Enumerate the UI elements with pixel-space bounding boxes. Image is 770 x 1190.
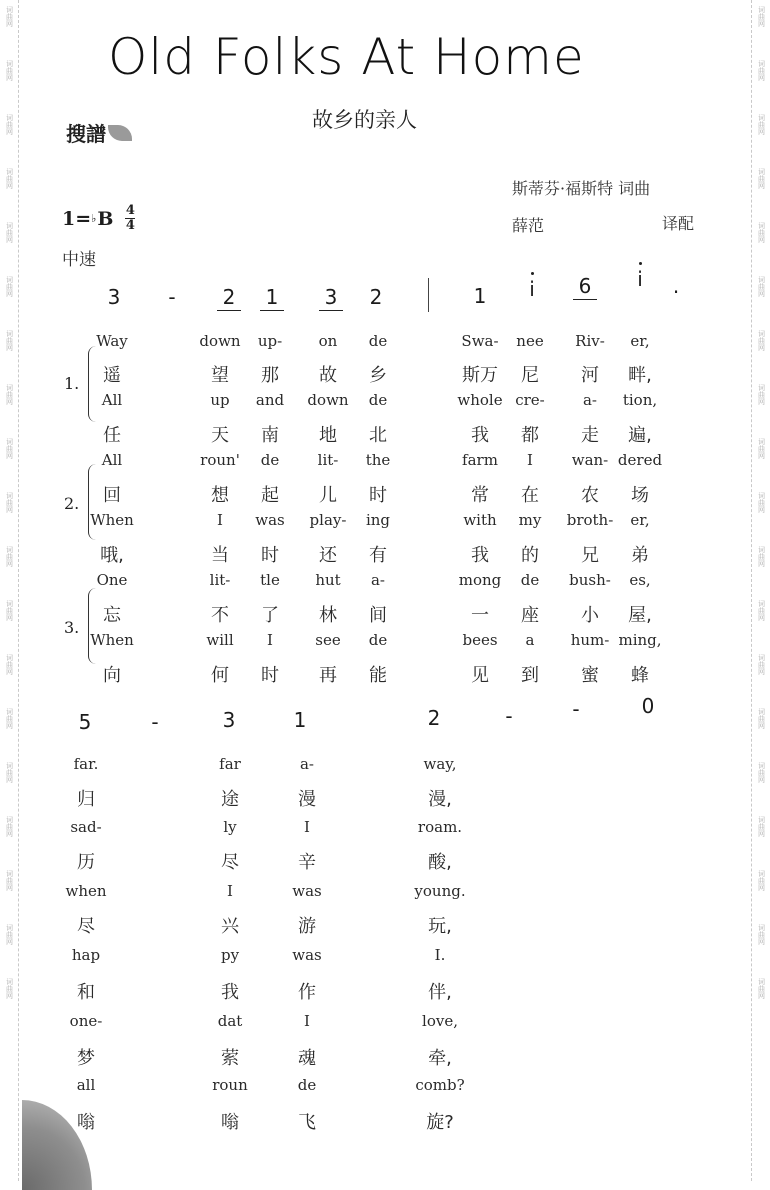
dash-note: - — [168, 285, 176, 309]
lyric-word: 畔, — [628, 365, 652, 386]
lyric-word: 时 — [369, 485, 387, 506]
watermark-text: 词曲网 — [757, 438, 766, 459]
lyric-word: 漫, — [428, 789, 452, 810]
lyric-word: 和 — [77, 982, 95, 1003]
left-margin-watermark — [0, 0, 19, 1181]
lyric-word: 途 — [221, 789, 239, 810]
lyric-word: I. — [434, 946, 446, 964]
lyric-word: 时 — [261, 665, 279, 686]
lyric-word: 魂 — [298, 1048, 316, 1069]
note: i — [520, 277, 544, 301]
watermark-text: 词曲网 — [5, 924, 14, 945]
lyric-word: a- — [299, 755, 315, 773]
watermark-text: 词曲网 — [5, 168, 14, 189]
watermark-text: 词曲网 — [757, 330, 766, 351]
lyric-word: 蜜 — [581, 665, 599, 686]
lyric-word: 不 — [211, 605, 229, 626]
lyric-word: 了 — [261, 605, 279, 626]
lyric-word: Way — [96, 332, 128, 350]
lyric-word: a- — [582, 391, 598, 409]
lyric-word: young. — [414, 882, 466, 900]
lyric-word: when — [65, 882, 107, 900]
lyric-word: 乡 — [369, 365, 387, 386]
lyric-word: I — [527, 451, 533, 469]
tempo-marking: 中速 — [62, 250, 96, 270]
lyric-word: hut — [315, 571, 341, 589]
watermark-text: 词曲网 — [5, 816, 14, 837]
lyric-word: nee — [516, 332, 544, 350]
lyric-word: 南 — [261, 425, 279, 446]
watermark-text: 词曲网 — [5, 870, 14, 891]
lyric-word: will — [206, 631, 234, 649]
watermark-text: 词曲网 — [5, 114, 14, 135]
lyric-word: de — [520, 571, 540, 589]
verse-number: 1. — [64, 374, 80, 393]
watermark-text: 词曲网 — [757, 600, 766, 621]
watermark-text: 词曲网 — [5, 276, 14, 297]
lyric-word: my — [518, 511, 542, 529]
note: 3 — [107, 285, 121, 309]
lyric-word: hap — [71, 946, 101, 964]
site-logo — [66, 118, 132, 147]
lyric-word: 都 — [521, 425, 539, 446]
lyric-word: 那 — [261, 365, 279, 386]
watermark-text: 词曲网 — [757, 924, 766, 945]
watermark-text: 词曲网 — [5, 222, 14, 243]
lyric-word: was — [292, 946, 322, 964]
lyric-word: de — [368, 332, 388, 350]
lyric-word: One — [96, 571, 128, 589]
key-prefix: 1= — [62, 207, 92, 230]
lyric-word: 遥 — [103, 365, 121, 386]
lyric-word: 场 — [631, 485, 649, 506]
lyric-word: whole — [457, 391, 503, 409]
lyric-word: 见 — [471, 665, 489, 686]
dash-note: - — [505, 704, 513, 728]
watermark-text: 词曲网 — [757, 978, 766, 999]
verse-brace — [88, 464, 97, 540]
lyric-word: up- — [257, 332, 283, 350]
lyric-word: 屋, — [628, 605, 652, 626]
watermark-text: 词曲网 — [757, 222, 766, 243]
verse-brace — [88, 588, 97, 664]
lyric-word: 酸, — [428, 852, 452, 873]
lyric-word: dered — [617, 451, 663, 469]
note: 2 — [427, 706, 441, 730]
watermark-text: 词曲网 — [5, 978, 14, 999]
lyric-word: 旋? — [426, 1112, 454, 1133]
lyric-word: down — [307, 391, 349, 409]
lyric-word: 弟 — [631, 545, 649, 566]
lyric-word: 地 — [319, 425, 337, 446]
lyric-word: 的 — [521, 545, 539, 566]
lyric-word: farm — [462, 451, 498, 469]
note: 6 — [573, 274, 597, 300]
watermark-text: 词曲网 — [757, 276, 766, 297]
lyric-word: bees — [462, 631, 498, 649]
lyric-word: 我 — [221, 982, 239, 1003]
lyric-word: de — [260, 451, 280, 469]
note: 2 — [369, 285, 383, 309]
lyric-word: 尽 — [77, 916, 95, 937]
lyric-word: de — [368, 391, 388, 409]
song-subtitle: 故乡的亲人 — [312, 108, 417, 132]
lyric-word: 故 — [319, 365, 337, 386]
lyric-word: 小 — [581, 605, 599, 626]
dash-note: - — [151, 710, 159, 734]
lyric-word: 历 — [77, 852, 95, 873]
lyric-word: 到 — [521, 665, 539, 686]
lyric-word: roam. — [417, 818, 463, 836]
lyric-word: All — [101, 391, 123, 409]
composer-credit: 斯蒂芬·福斯特 词曲 — [512, 179, 651, 198]
lyric-word: 飞 — [298, 1112, 316, 1133]
lyric-word: roun — [212, 1076, 248, 1094]
lyric-word: lit- — [209, 571, 231, 589]
note: 1 — [260, 285, 284, 311]
watermark-text: 词曲网 — [757, 492, 766, 513]
watermark-text: 词曲网 — [5, 708, 14, 729]
watermark-text: 词曲网 — [5, 330, 14, 351]
watermark-text: 词曲网 — [757, 762, 766, 783]
lyric-word: 在 — [521, 485, 539, 506]
watermark-text: 词曲网 — [5, 546, 14, 567]
watermark-text: 词曲网 — [5, 762, 14, 783]
lyric-word: 还 — [319, 545, 337, 566]
lyric-word: 座 — [521, 605, 539, 626]
lyric-word: on — [318, 332, 338, 350]
lyric-word: 间 — [369, 605, 387, 626]
lyric-word: 常 — [471, 485, 489, 506]
time-bottom: 4 — [125, 218, 135, 233]
lyric-word: 忘 — [103, 605, 121, 626]
lyric-word: roun' — [200, 451, 240, 469]
lyric-word: py — [220, 946, 240, 964]
lyric-word: 尼 — [521, 365, 539, 386]
lyric-word: broth- — [566, 511, 614, 529]
translator-role: 译配 — [662, 214, 695, 233]
lyric-word: comb? — [415, 1076, 465, 1094]
note: 1 — [473, 284, 487, 308]
lyric-word: hum- — [570, 631, 610, 649]
lyric-word: 天 — [211, 425, 229, 446]
lyric-word: I — [227, 882, 233, 900]
rest-note: 0 — [641, 694, 655, 718]
watermark-text: 词曲网 — [5, 60, 14, 81]
lyric-word: When — [90, 631, 134, 649]
lyric-word: the — [365, 451, 391, 469]
lyric-word: 玩, — [428, 916, 452, 937]
lyric-word: 再 — [319, 665, 337, 686]
lyric-word: 望 — [211, 365, 229, 386]
lyric-word: and — [255, 391, 285, 409]
lyric-word: es, — [629, 571, 651, 589]
lyric-word: 哦, — [100, 545, 124, 566]
watermark-text: 词曲网 — [5, 438, 14, 459]
lyric-word: 河 — [581, 365, 599, 386]
lyric-word: was — [255, 511, 285, 529]
lyric-word: 遍, — [628, 425, 652, 446]
translator-name: 薛范 — [512, 216, 545, 235]
lyric-word: 蜂 — [631, 665, 649, 686]
lyric-word: er, — [630, 332, 650, 350]
lyric-word: cre- — [515, 391, 545, 409]
lyric-word: I — [304, 818, 310, 836]
note: 2 — [217, 285, 241, 311]
lyric-word: tle — [260, 571, 280, 589]
watermark-text: 词曲网 — [757, 168, 766, 189]
lyric-word: er, — [630, 511, 650, 529]
lyric-word: 农 — [581, 485, 599, 506]
lyric-word: I — [267, 631, 273, 649]
lyric-word: 漫 — [298, 789, 316, 810]
lyric-word: all — [76, 1076, 96, 1094]
lyric-word: 能 — [369, 665, 387, 686]
lyric-word: wan- — [571, 451, 609, 469]
lyric-word: Riv- — [575, 332, 605, 350]
watermark-text: 词曲网 — [757, 654, 766, 675]
lyric-word: 任 — [103, 425, 121, 446]
watermark-text: 词曲网 — [5, 384, 14, 405]
key-tonic: B — [97, 207, 114, 230]
lyric-word: with — [463, 511, 497, 529]
watermark-text: 词曲网 — [5, 654, 14, 675]
lyric-word: When — [90, 511, 134, 529]
lyric-word: ing — [365, 511, 391, 529]
lyric-word: 想 — [211, 485, 229, 506]
lyric-word: was — [292, 882, 322, 900]
lyric-word: 北 — [369, 425, 387, 446]
leaf-icon — [108, 125, 132, 141]
lyric-word: 梦 — [77, 1048, 95, 1069]
barline — [428, 278, 429, 312]
lyric-word: 作 — [298, 982, 316, 1003]
lyric-word: 林 — [319, 605, 337, 626]
watermark-text: 词曲网 — [757, 384, 766, 405]
lyric-word: 斯万 — [462, 365, 498, 386]
lyric-word: way, — [423, 755, 457, 773]
lyric-word: Swa- — [461, 332, 499, 350]
lyric-word: de — [368, 631, 388, 649]
time-signature — [125, 204, 135, 233]
note: 3 — [319, 285, 343, 311]
watermark-text: 词曲网 — [757, 60, 766, 81]
lyric-word: 何 — [211, 665, 229, 686]
lyric-word: bush- — [569, 571, 611, 589]
lyric-word: 儿 — [319, 485, 337, 506]
lyric-word: up — [210, 391, 230, 409]
time-top: 4 — [125, 203, 135, 218]
watermark-text: 词曲网 — [5, 6, 14, 27]
lyric-word: one- — [69, 1012, 103, 1030]
lyric-word: 我 — [471, 425, 489, 446]
lyric-word: 辛 — [298, 852, 316, 873]
lyric-word: 我 — [471, 545, 489, 566]
lyric-word: 走 — [581, 425, 599, 446]
lyric-word: ly — [223, 818, 237, 836]
lyric-word: far. — [73, 755, 99, 773]
lyric-word: mong — [458, 571, 502, 589]
watermark-text: 词曲网 — [757, 6, 766, 27]
lyric-word: 兴 — [221, 916, 239, 937]
note: 3 — [222, 708, 236, 732]
watermark-text: 词曲网 — [757, 546, 766, 567]
lyric-word: 向 — [103, 665, 121, 686]
verse-number: 2. — [64, 494, 80, 513]
lyric-word: see — [315, 631, 341, 649]
lyric-word: 萦 — [221, 1048, 239, 1069]
lyric-word: a- — [370, 571, 386, 589]
watermark-text: 词曲网 — [757, 708, 766, 729]
lyric-word: 时 — [261, 545, 279, 566]
lyric-word: 牵, — [428, 1048, 452, 1069]
lyric-word: 游 — [298, 916, 316, 937]
lyric-word: 伴, — [428, 982, 452, 1003]
note: . — [672, 274, 680, 298]
lyric-word: 归 — [77, 789, 95, 810]
lyric-word: 嗡 — [221, 1112, 239, 1133]
verse-brace — [88, 346, 97, 422]
lyric-word: dat — [217, 1012, 243, 1030]
key-signature — [62, 204, 135, 233]
lyric-word: I — [217, 511, 223, 529]
lyric-word: a — [525, 631, 535, 649]
lyric-word: sad- — [70, 818, 102, 836]
note: i — [628, 267, 652, 291]
watermark-text: 词曲网 — [5, 600, 14, 621]
note: 1 — [293, 708, 307, 732]
note: 5 — [78, 710, 92, 734]
dash-note: - — [572, 697, 580, 721]
lyric-word: 回 — [103, 485, 121, 506]
lyric-word: play- — [309, 511, 347, 529]
lyric-word: de — [297, 1076, 317, 1094]
lyric-word: 有 — [369, 545, 387, 566]
lyric-word: ming, — [618, 631, 662, 649]
lyric-word: 起 — [261, 485, 279, 506]
lyric-word: lit- — [317, 451, 339, 469]
lyric-word: 兄 — [581, 545, 599, 566]
lyric-word: 嗡 — [77, 1112, 95, 1133]
watermark-text: 词曲网 — [757, 816, 766, 837]
watermark-text: 词曲网 — [757, 870, 766, 891]
lyric-word: tion, — [622, 391, 658, 409]
lyric-word: 当 — [211, 545, 229, 566]
watermark-text: 词曲网 — [5, 492, 14, 513]
flat-icon: ♭ — [91, 212, 97, 225]
right-margin-watermark — [751, 0, 770, 1181]
lyric-word: I — [304, 1012, 310, 1030]
logo-text: 搜譜 — [66, 122, 106, 146]
verse-number: 3. — [64, 618, 80, 637]
lyric-word: 一 — [471, 605, 489, 626]
watermark-text: 词曲网 — [757, 114, 766, 135]
lyric-word: down — [199, 332, 241, 350]
song-title: Old Folks At Home — [108, 28, 585, 86]
lyric-word: 尽 — [221, 852, 239, 873]
lyric-word: love, — [422, 1012, 458, 1030]
lyric-word: far — [219, 755, 241, 773]
lyric-word: All — [101, 451, 123, 469]
